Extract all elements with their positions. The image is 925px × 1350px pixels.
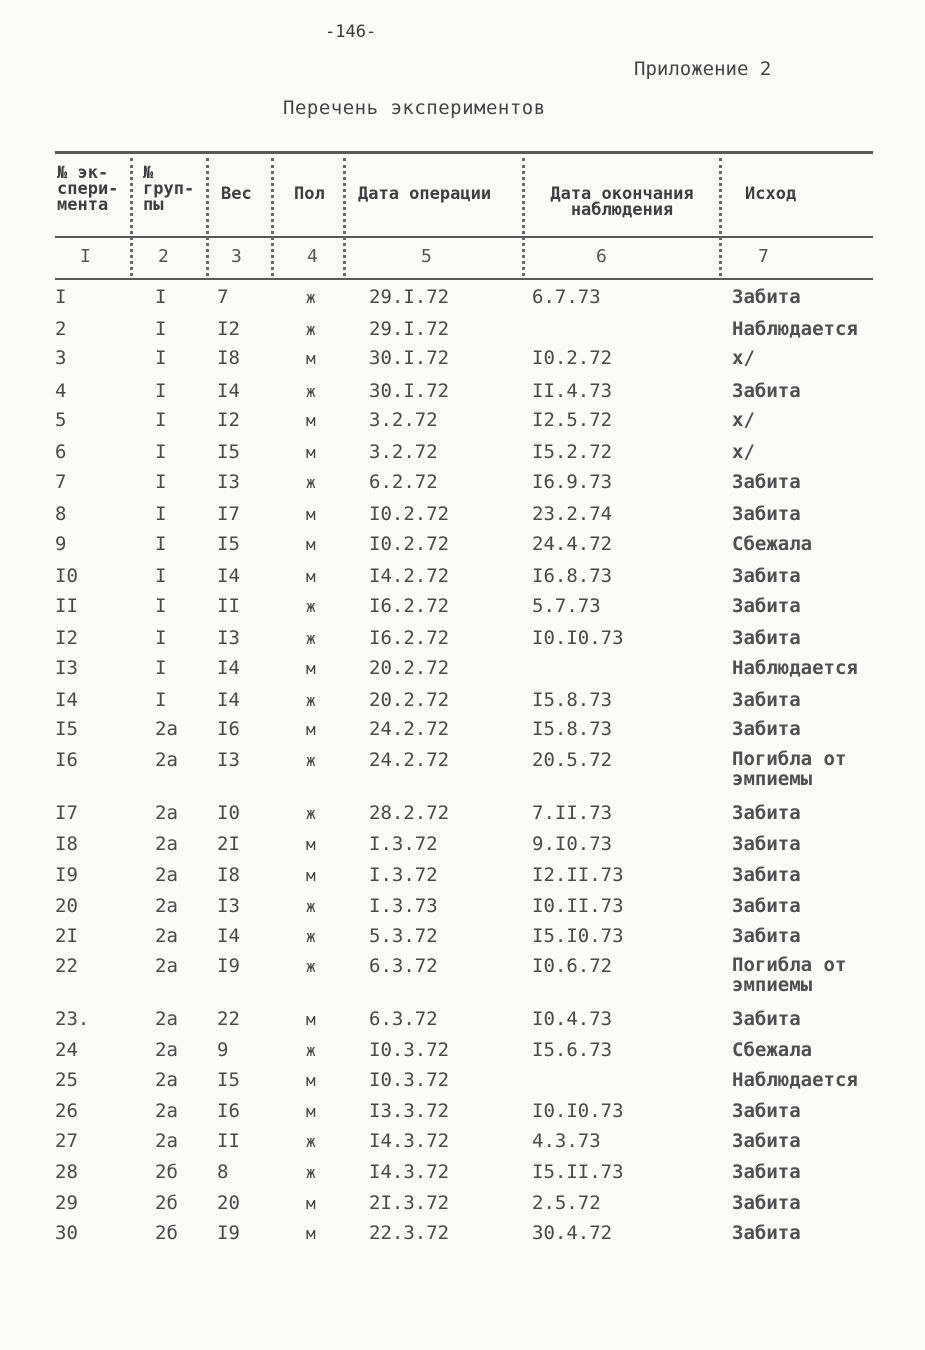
cell-experiment-number: 24 (55, 1039, 78, 1061)
cell-end-date: I2.5.72 (532, 409, 613, 431)
cell-group-number: 2б (155, 1222, 178, 1244)
cell-weight: I9 (217, 1222, 240, 1244)
cell-group-number: I (155, 657, 167, 679)
table-row (0, 718, 925, 744)
cell-operation-date: I6.2.72 (369, 595, 450, 617)
cell-weight: I6 (217, 718, 240, 740)
cell-outcome: Забита (732, 833, 801, 855)
cell-end-date: I5.I0.73 (532, 925, 624, 947)
cell-outcome: Забита (732, 802, 801, 824)
cell-experiment-number: 6 (55, 441, 67, 463)
cell-group-number: 2б (155, 1192, 178, 1214)
cell-operation-date: 6.3.72 (369, 1008, 438, 1030)
cell-experiment-number: 30 (55, 1222, 78, 1244)
cell-end-date: I6.9.73 (532, 471, 613, 493)
table-row (0, 627, 925, 653)
cell-group-number: I (155, 689, 167, 711)
cell-experiment-number: 9 (55, 533, 67, 555)
cell-end-date: 7.II.73 (532, 802, 613, 824)
table-row (0, 503, 925, 529)
cell-outcome: Наблюдается (732, 657, 858, 679)
cell-operation-date: 30.I.72 (369, 380, 450, 402)
cell-group-number: I (155, 409, 167, 431)
cell-outcome: Забита (732, 503, 801, 525)
cell-sex: м (306, 1071, 316, 1090)
table-row (0, 833, 925, 859)
cell-sex: м (306, 1224, 316, 1243)
header-operation-date: Дата операции (358, 184, 492, 204)
column-number: 3 (231, 246, 242, 267)
cell-end-date: I2.II.73 (532, 864, 624, 886)
cell-end-date: II.4.73 (532, 380, 613, 402)
cell-outcome: Забита (732, 595, 801, 617)
table-row (0, 471, 925, 497)
table-row (0, 1039, 925, 1065)
table-row (0, 441, 925, 467)
cell-experiment-number: I7 (55, 802, 78, 824)
cell-experiment-number: I8 (55, 833, 78, 855)
cell-group-number: 2а (155, 1100, 178, 1122)
cell-experiment-number: 28 (55, 1161, 78, 1183)
cell-operation-date: 2I.3.72 (369, 1192, 450, 1214)
cell-operation-date: I.3.73 (369, 895, 438, 917)
cell-group-number: I (155, 380, 167, 402)
header-weight: Вес (221, 184, 252, 204)
cell-group-number: I (155, 347, 167, 369)
cell-weight: I4 (217, 657, 240, 679)
cell-end-date: I0.4.73 (532, 1008, 613, 1030)
table-row (0, 409, 925, 435)
table-row (0, 347, 925, 373)
cell-experiment-number: 7 (55, 471, 67, 493)
cell-weight: I5 (217, 533, 240, 555)
cell-outcome: Забита (732, 380, 801, 402)
cell-operation-date: 24.2.72 (369, 718, 450, 740)
table-row (0, 689, 925, 715)
cell-experiment-number: 27 (55, 1130, 78, 1152)
cell-group-number: 2б (155, 1161, 178, 1183)
cell-operation-date: 6.2.72 (369, 471, 438, 493)
cell-weight: 8 (217, 1161, 229, 1183)
cell-sex: ж (306, 629, 316, 648)
cell-experiment-number: 3 (55, 347, 67, 369)
cell-group-number: I (155, 565, 167, 587)
cell-sex: м (306, 866, 316, 885)
cell-weight: 2I (217, 833, 240, 855)
cell-outcome: Забита (732, 925, 801, 947)
table-row (0, 748, 925, 790)
cell-end-date: 24.4.72 (532, 533, 613, 555)
cell-end-date: 6.7.73 (532, 286, 601, 308)
cell-end-date: I5.8.73 (532, 689, 613, 711)
cell-sex: ж (306, 804, 316, 823)
cell-weight: II (217, 1130, 240, 1152)
cell-weight: 7 (217, 286, 229, 308)
cell-sex: ж (306, 473, 316, 492)
cell-operation-date: 29.I.72 (369, 286, 450, 308)
cell-weight: II (217, 595, 240, 617)
cell-outcome: Забита (732, 895, 801, 917)
cell-experiment-number: I (55, 286, 67, 308)
cell-sex: м (306, 659, 316, 678)
cell-sex: ж (306, 1163, 316, 1182)
cell-group-number: 2а (155, 925, 178, 947)
cell-operation-date: I0.3.72 (369, 1039, 450, 1061)
cell-weight: I3 (217, 627, 240, 649)
cell-operation-date: 29.I.72 (369, 318, 450, 340)
cell-weight: 9 (217, 1039, 229, 1061)
cell-outcome: Погибла от эмпиемы (732, 954, 847, 996)
cell-operation-date: 30.I.72 (369, 347, 450, 369)
cell-group-number: 2а (155, 1130, 178, 1152)
cell-sex: ж (306, 288, 316, 307)
cell-weight: I5 (217, 1069, 240, 1091)
cell-weight: 22 (217, 1008, 240, 1030)
cell-outcome: Забита (732, 286, 801, 308)
cell-outcome: x/ (732, 441, 755, 463)
cell-experiment-number: 25 (55, 1069, 78, 1091)
cell-outcome: Забита (732, 1130, 801, 1152)
table-row (0, 1008, 925, 1034)
cell-weight: I0 (217, 802, 240, 824)
cell-operation-date: I0.2.72 (369, 533, 450, 555)
table-row (0, 1222, 925, 1248)
cell-group-number: 2а (155, 1039, 178, 1061)
cell-sex: м (306, 411, 316, 430)
table-row (0, 1161, 925, 1187)
cell-outcome: x/ (732, 347, 755, 369)
cell-outcome: Забита (732, 864, 801, 886)
cell-experiment-number: I6 (55, 749, 78, 771)
cell-operation-date: I4.2.72 (369, 565, 450, 587)
cell-weight: I7 (217, 503, 240, 525)
table-row (0, 565, 925, 591)
appendix-label: Приложение 2 (634, 58, 772, 80)
cell-operation-date: I0.2.72 (369, 503, 450, 525)
cell-outcome: Забита (732, 1100, 801, 1122)
cell-sex: м (306, 567, 316, 586)
cell-outcome: Забита (732, 718, 801, 740)
cell-end-date: 4.3.73 (532, 1130, 601, 1152)
cell-outcome: Погибла от эмпиемы (732, 748, 847, 790)
cell-operation-date: I3.3.72 (369, 1100, 450, 1122)
cell-end-date: I0.I0.73 (532, 1100, 624, 1122)
table-row (0, 1069, 925, 1095)
cell-group-number: 2а (155, 955, 178, 977)
cell-experiment-number: 29 (55, 1192, 78, 1214)
table-row (0, 657, 925, 683)
cell-experiment-number: I9 (55, 864, 78, 886)
cell-sex: м (306, 535, 316, 554)
cell-end-date: I6.8.73 (532, 565, 613, 587)
cell-end-date: I5.II.73 (532, 1161, 624, 1183)
cell-end-date: 5.7.73 (532, 595, 601, 617)
cell-operation-date: 6.3.72 (369, 955, 438, 977)
cell-sex: ж (306, 927, 316, 946)
cell-experiment-number: 4 (55, 380, 67, 402)
cell-group-number: 2а (155, 1069, 178, 1091)
cell-group-number: 2а (155, 749, 178, 771)
column-number: 4 (307, 246, 318, 267)
cell-sex: м (306, 349, 316, 368)
cell-operation-date: 20.2.72 (369, 657, 450, 679)
cell-experiment-number: II (55, 595, 78, 617)
cell-group-number: I (155, 533, 167, 555)
cell-end-date: I5.8.73 (532, 718, 613, 740)
cell-outcome: Наблюдается (732, 318, 858, 340)
cell-end-date: 2.5.72 (532, 1192, 601, 1214)
cell-sex: ж (306, 897, 316, 916)
cell-weight: I9 (217, 955, 240, 977)
cell-end-date: I5.6.73 (532, 1039, 613, 1061)
document-title: Перечень экспериментов (283, 97, 546, 119)
cell-operation-date: I.3.72 (369, 833, 438, 855)
cell-experiment-number: I4 (55, 689, 78, 711)
cell-weight: I4 (217, 925, 240, 947)
cell-operation-date: I0.3.72 (369, 1069, 450, 1091)
cell-end-date: I0.6.72 (532, 955, 613, 977)
cell-sex: м (306, 1194, 316, 1213)
cell-group-number: 2а (155, 864, 178, 886)
table-row (0, 954, 925, 996)
cell-weight: I4 (217, 380, 240, 402)
cell-outcome: Забита (732, 1222, 801, 1244)
table-row (0, 380, 925, 406)
cell-sex: м (306, 1010, 316, 1029)
cell-experiment-number: 2 (55, 318, 67, 340)
table-row (0, 318, 925, 344)
cell-experiment-number: I0 (55, 565, 78, 587)
cell-operation-date: I4.3.72 (369, 1161, 450, 1183)
table-row (0, 595, 925, 621)
cell-weight: I3 (217, 895, 240, 917)
cell-weight: I8 (217, 864, 240, 886)
cell-operation-date: I4.3.72 (369, 1130, 450, 1152)
cell-sex: м (306, 505, 316, 524)
table-row (0, 286, 925, 312)
table-row (0, 864, 925, 890)
cell-group-number: I (155, 441, 167, 463)
column-number: 5 (421, 246, 432, 267)
cell-outcome: Забита (732, 565, 801, 587)
cell-experiment-number: I2 (55, 627, 78, 649)
cell-operation-date: 3.2.72 (369, 441, 438, 463)
cell-end-date: 30.4.72 (532, 1222, 613, 1244)
cell-sex: ж (306, 957, 316, 976)
cell-weight: I3 (217, 471, 240, 493)
cell-sex: ж (306, 691, 316, 710)
column-number: 7 (758, 246, 769, 267)
cell-outcome: Забита (732, 1161, 801, 1183)
column-number: 2 (158, 246, 169, 267)
cell-group-number: I (155, 595, 167, 617)
cell-group-number: 2а (155, 718, 178, 740)
cell-sex: ж (306, 320, 316, 339)
cell-outcome: Забита (732, 1008, 801, 1030)
cell-outcome: Забита (732, 689, 801, 711)
cell-weight: I3 (217, 749, 240, 771)
header-group-no: № груп- пы (143, 163, 195, 215)
header-outcome: Исход (745, 184, 797, 204)
cell-sex: ж (306, 1132, 316, 1151)
cell-operation-date: 3.2.72 (369, 409, 438, 431)
cell-outcome: Сбежала (732, 533, 813, 555)
cell-weight: I5 (217, 441, 240, 463)
cell-end-date: 20.5.72 (532, 749, 613, 771)
table-row (0, 1100, 925, 1126)
header-sex: Пол (294, 184, 325, 204)
cell-group-number: I (155, 471, 167, 493)
cell-end-date: I0.I0.73 (532, 627, 624, 649)
cell-outcome: Забита (732, 627, 801, 649)
cell-sex: ж (306, 382, 316, 401)
cell-operation-date: 22.3.72 (369, 1222, 450, 1244)
header-experiment-no: № эк- спери- мента (57, 163, 119, 215)
table-row (0, 802, 925, 828)
cell-outcome: Наблюдается (732, 1069, 858, 1091)
cell-experiment-number: 5 (55, 409, 67, 431)
header-end-date: Дата окончания наблюдения (550, 184, 694, 220)
cell-experiment-number: I3 (55, 657, 78, 679)
cell-operation-date: 20.2.72 (369, 689, 450, 711)
table-row (0, 895, 925, 921)
cell-end-date: I5.2.72 (532, 441, 613, 463)
cell-group-number: 2а (155, 895, 178, 917)
cell-sex: м (306, 720, 316, 739)
cell-outcome: Забита (732, 471, 801, 493)
cell-experiment-number: 23. (55, 1008, 90, 1030)
cell-operation-date: 28.2.72 (369, 802, 450, 824)
cell-sex: м (306, 835, 316, 854)
cell-weight: I2 (217, 318, 240, 340)
cell-group-number: I (155, 503, 167, 525)
cell-end-date: I0.II.73 (532, 895, 624, 917)
cell-outcome: Забита (732, 1192, 801, 1214)
cell-end-date: 9.I0.73 (532, 833, 613, 855)
cell-sex: ж (306, 597, 316, 616)
cell-sex: ж (306, 751, 316, 770)
cell-outcome: Сбежала (732, 1039, 813, 1061)
cell-operation-date: I.3.72 (369, 864, 438, 886)
cell-end-date: I0.2.72 (532, 347, 613, 369)
cell-weight: I4 (217, 565, 240, 587)
table-row (0, 533, 925, 559)
cell-experiment-number: I5 (55, 718, 78, 740)
cell-group-number: I (155, 286, 167, 308)
cell-experiment-number: 8 (55, 503, 67, 525)
cell-end-date: 23.2.74 (532, 503, 613, 525)
column-number: 6 (596, 246, 607, 267)
cell-group-number: 2а (155, 1008, 178, 1030)
column-number: I (80, 246, 91, 267)
table-row (0, 925, 925, 951)
cell-experiment-number: 22 (55, 955, 78, 977)
cell-experiment-number: 20 (55, 895, 78, 917)
cell-weight: I6 (217, 1100, 240, 1122)
cell-weight: I8 (217, 347, 240, 369)
cell-group-number: 2а (155, 833, 178, 855)
cell-experiment-number: 26 (55, 1100, 78, 1122)
cell-operation-date: 5.3.72 (369, 925, 438, 947)
cell-weight: I2 (217, 409, 240, 431)
cell-outcome: x/ (732, 409, 755, 431)
cell-operation-date: 24.2.72 (369, 749, 450, 771)
cell-weight: I4 (217, 689, 240, 711)
cell-group-number: I (155, 318, 167, 340)
cell-sex: м (306, 443, 316, 462)
page-number: -146- (325, 22, 377, 42)
cell-group-number: 2а (155, 802, 178, 824)
cell-group-number: I (155, 627, 167, 649)
cell-operation-date: I6.2.72 (369, 627, 450, 649)
cell-sex: м (306, 1102, 316, 1121)
table-row (0, 1192, 925, 1218)
cell-experiment-number: 2I (55, 925, 78, 947)
table-row (0, 1130, 925, 1156)
cell-sex: ж (306, 1041, 316, 1060)
cell-weight: 20 (217, 1192, 240, 1214)
